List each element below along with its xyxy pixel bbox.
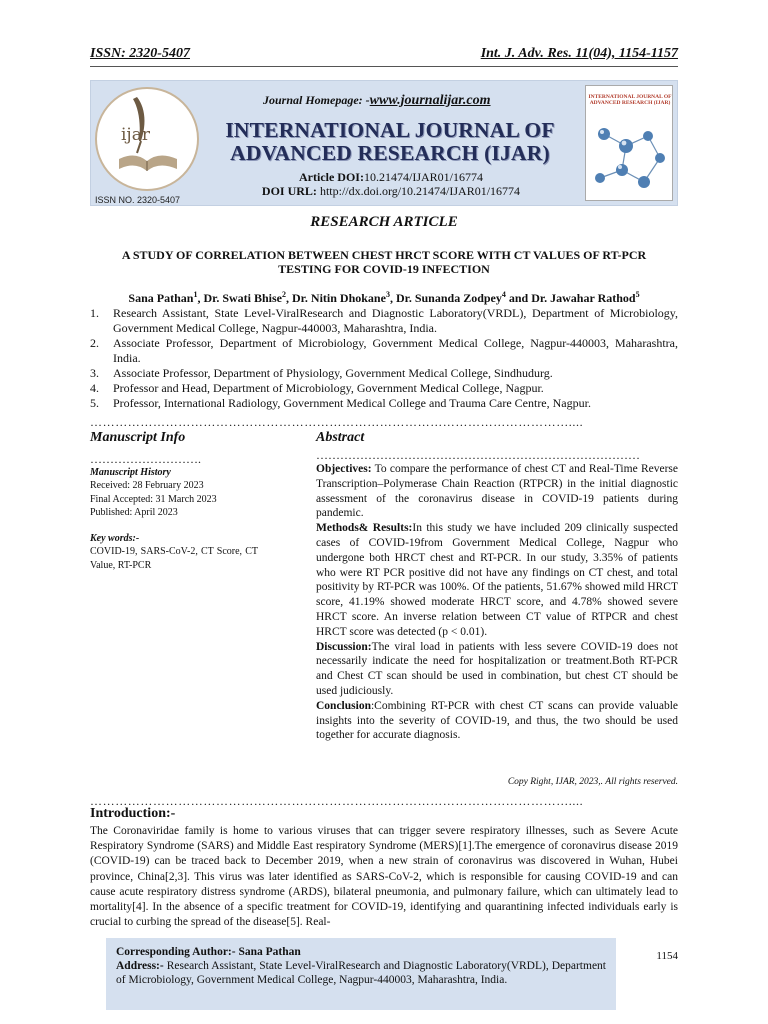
corresponding-address [116,959,606,987]
affiliation-item [90,306,678,336]
paper-title-line1: A STUDY OF CORRELATION BETWEEN CHEST HRCT SCORE WITH CT VALUES OF RT-PCR [121,248,647,262]
published-date: Published: April 2023 [90,506,178,518]
abstract-objectives [316,462,678,521]
citation-header: Int. J. Adv. Res. 11(04), 1154-1157 [480,46,678,61]
page-number: 1154 [656,950,678,962]
journal-homepage [263,93,491,109]
abstract-conclusion [316,699,678,743]
author-name: Dr. Swati Bhise [203,291,283,305]
issn-header: ISSN: 2320-5407 [90,46,190,61]
journal-banner [90,80,678,206]
address-text: Research Assistant, State Level-ViralResearch and Diagnostic Laboratory(VRDL), Department of Microbiology, Government Medical College, Nagpur-440003, Maharashtra, India. [116,960,606,986]
manuscript-history-label: Manuscript History [90,467,171,478]
header-rule [90,66,678,67]
journal-title-line2: ADVANCED RESEARCH (IJAR) [230,141,550,165]
affiliation-list [90,306,678,411]
affiliation-number: 4. [90,381,99,395]
article-doi [241,170,541,184]
manuscript-info-heading: Manuscript Info [90,430,186,445]
affiliation-text: Research Assistant, State Level-ViralResearch and Diagnostic Laboratory(VRDL), Department of Microbiology, Government Medical College, Nagpur-440003, Maharashtra, India. [113,306,678,335]
affiliation-text: Associate Professor, Department of Physiology, Government Medical College, Sindhudurg. [113,366,553,380]
author-separator: and [505,291,532,305]
journal-title [215,119,565,165]
discussion-text: The viral load in patients with less severe COVID-19 does not necessarily indicate the need for hospitalization or treatment.Both RT-PCR and Chest CT scan should be used in combination, but chest CT should be used judiciously. [316,640,678,697]
conclusion-label: Conclusion [316,699,371,712]
logo-circle [95,87,199,191]
doi-url [241,184,541,198]
copyright-notice: Copy Right, IJAR, 2023,. All rights reserved. [507,777,678,787]
author-name: Sana Pathan [128,291,194,305]
affiliation-text: Professor, International Radiology, Government Medical College and Trauma Care Centre, Nagpur. [113,396,591,410]
logo-text: ijar [121,125,150,145]
author-affil-number: 3 [385,290,390,299]
journal-logo [95,87,203,205]
keywords-label: Key words:- [90,533,140,544]
author-separator: , [197,291,204,305]
manuscript-info-dots: ………………………. [90,452,201,466]
affiliation-item [90,366,678,381]
doi-url-link[interactable]: http://dx.doi.org/10.21474/IJAR01/16774 [319,184,521,198]
article-type: RESEARCH ARTICLE [310,214,458,230]
dotted-divider: …………………………………………………………………………………………………….... [90,796,584,806]
author-name: Dr. Jawahar Rathod [531,291,636,305]
homepage-label: Journal Homepage: - [263,93,370,107]
molecule-icon [586,86,673,201]
paper-title-line2: TESTING FOR COVID-19 INFECTION [278,262,490,276]
journal-title-line1: INTERNATIONAL JOURNAL OF [225,118,555,142]
abstract-heading: Abstract [316,430,365,445]
affiliation-number: 3. [90,366,99,380]
affiliation-number: 2. [90,336,99,350]
author-affil-number: 4 [501,290,506,299]
author-separator: , [389,291,396,305]
author-affil-number: 1 [193,290,198,299]
keywords-block [90,532,258,572]
author-affil-number: 2 [282,290,287,299]
received-date: Received: 28 February 2023 [90,480,204,492]
affiliation-text: Professor and Head, Department of Microbiology, Government Medical College, Nagpur. [113,381,544,395]
cover-title: INTERNATIONAL JOURNAL OF ADVANCED RESEARCH (IJAR) [588,94,672,106]
affiliation-item [90,381,678,396]
abstract-discussion [316,640,678,699]
affiliation-item [90,336,678,366]
doi-block [241,170,541,198]
abstract-body [316,462,678,743]
affiliation-item [90,396,678,411]
dotted-divider: …………………………………………………………………………………………………….... [90,417,584,427]
affiliation-number: 1. [90,306,99,320]
abstract-methods [316,521,678,639]
logo-issn: ISSN NO. 2320-5407 [95,195,181,205]
author-affil-number: 5 [635,290,640,299]
introduction-heading: Introduction:- [90,806,176,821]
author-name: Dr. Nitin Dhokane [292,291,386,305]
corresponding-author-heading: Corresponding Author:- Sana Pathan [116,946,301,958]
author-list [90,290,678,306]
final-accepted-date: Final Accepted: 31 March 2023 [90,493,217,505]
affiliation-text: Associate Professor, Department of Microbiology, Government Medical College, Nagpur-440003, Maharashtra, India. [113,336,678,365]
article-doi-value: 10.21474/IJAR01/16774 [363,170,483,184]
running-header [90,46,678,64]
journal-cover-image [585,85,673,201]
methods-label: Methods& Results: [316,522,413,535]
conclusion-text: :Combining RT-PCR with chest CT scans can provide valuable insights into the severity of COVID-19, and thus, the two should be used together for accurate diagnosis. [316,699,678,742]
homepage-link[interactable]: www.journalijar.com [369,93,491,108]
corresponding-author-box [106,938,616,1010]
objectives-text: To compare the performance of chest CT and Real-Time Reverse Transcription–Polymerase Chain Reaction (RTPCR) in the initial diagnostic assessment of the coronavirus disease in COVID-19 patients during pandemic. [316,463,678,520]
introduction-text: The Coronaviridae family is home to various viruses that can trigger severe respiratory illnesses, such as Severe Acute Respiratory Syndrome (SARS) and Middle East respiratory Syndrome (MERS)[1].The emergence of coronavirus disease 2019 (COVID-19) can be traced back to December 2019, when a new strain of coronavirus was discovered in Wuhan, Hubei province, China[2,3]. This virus was later identified as SARS-CoV-2, which is responsible for causing COVID-19 and can cause acute respiratory distress syndrome (ARDS), bilateral pneumonia, and pulmonary failure, which can ultimately lead to mortality[4]. In the absence of a specific treatment for COVID-19, identifying and quarantining infected individuals early is crucial to curbing the spread of the disease[5]. Real- [90,825,678,929]
author-separator: , [286,291,293,305]
objectives-label: Objectives: [316,463,372,475]
affiliation-number: 5. [90,396,99,410]
discussion-label: Discussion: [316,640,372,653]
abstract-dots: ……………………………………………………………………… [316,450,640,460]
paper-title [90,248,678,276]
address-label: Address:- [116,960,164,972]
manuscript-history [90,466,290,519]
methods-text: In this study we have included 209 clinically suspected cases of COVID-19from Government Medical College, Nagpur who undergone both HRCT chest and RT-PCR. In our study, 3.35% of patients who were RT PCR positive did not have any findings on CT chest, and total positivity by RT-PCR was 100%. Of the patients, 51.67% showed mild HRCT score, 41.19% showed moderate HRCT score, and 4.78% showed severe HRCT score. An inverse relation between CT value of RTPCR and chest HRCT score was detected (p < 0.01). [316,522,678,638]
article-doi-label: Article DOI: [299,170,364,184]
author-name: Dr. Sunanda Zodpey [395,291,502,305]
keywords-text: COVID-19, SARS-CoV-2, CT Score, CT Value, RT-PCR [90,546,258,571]
doi-url-label: DOI URL: [261,184,317,198]
